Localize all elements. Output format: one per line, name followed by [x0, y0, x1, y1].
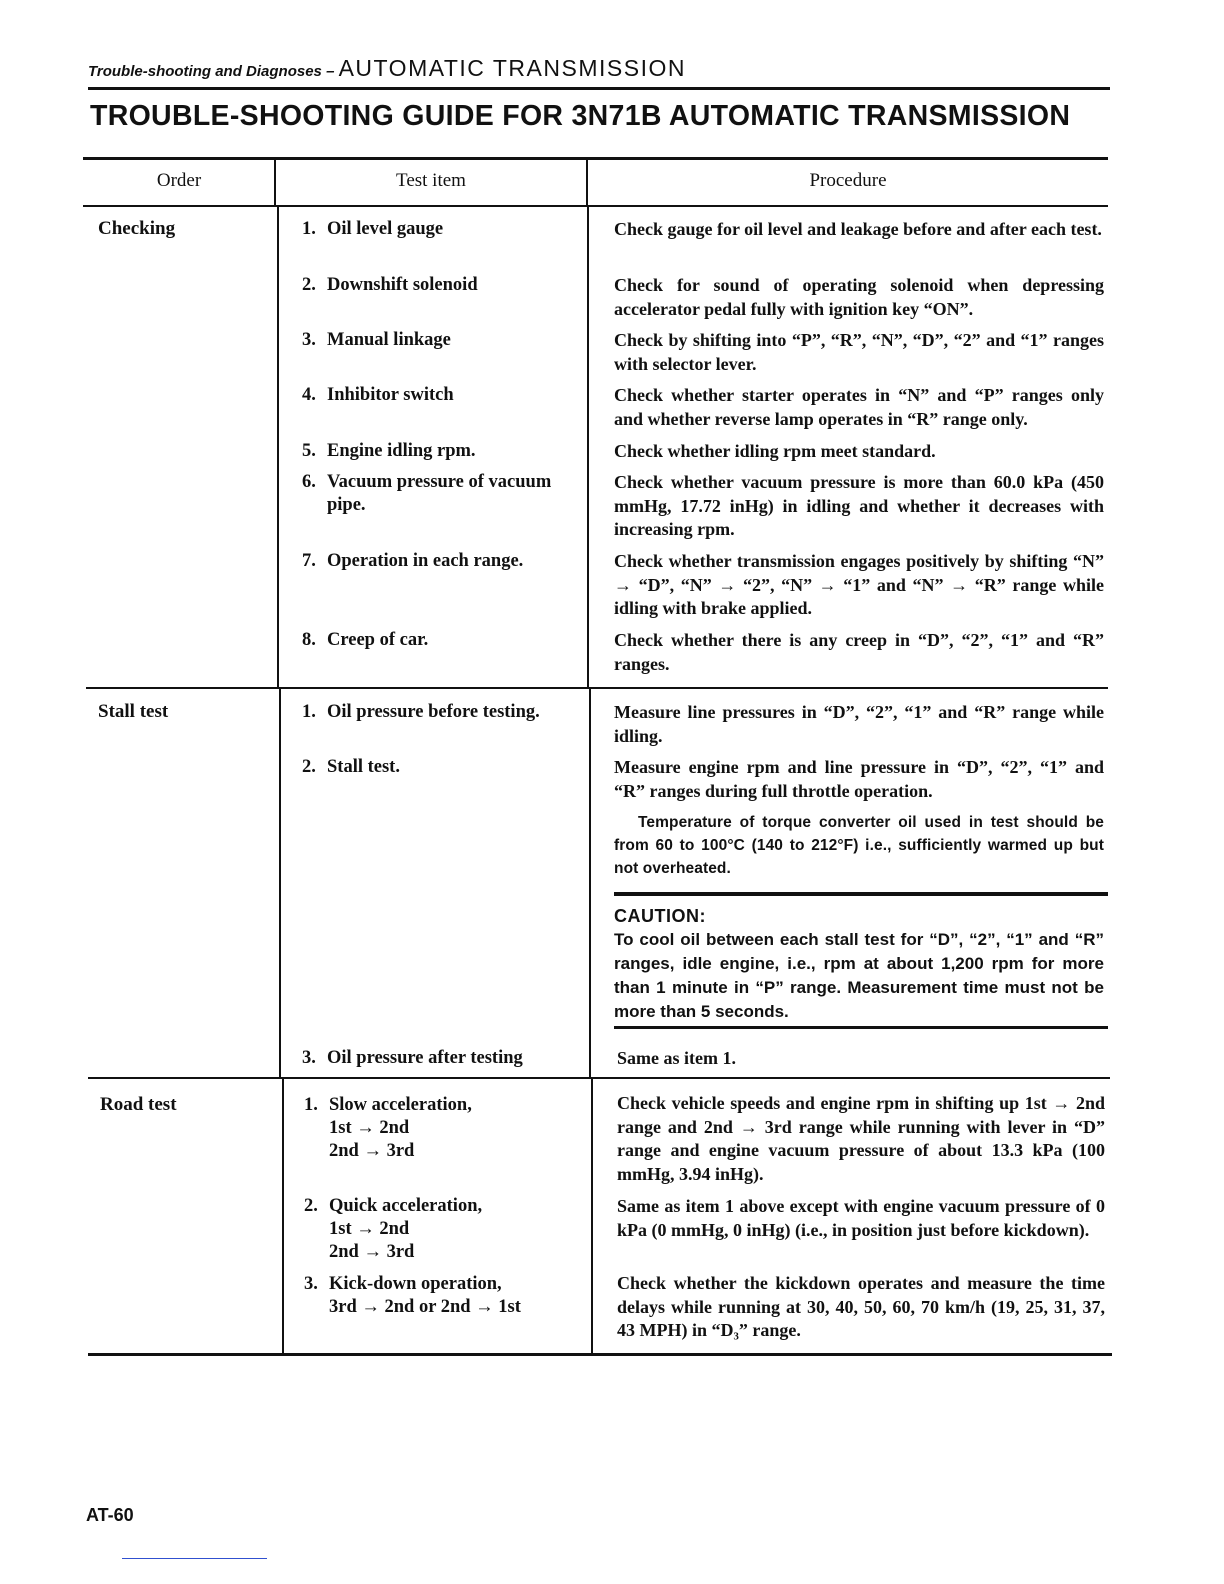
- running-header: [88, 55, 1110, 82]
- item-number: 3.: [302, 330, 316, 350]
- item-number: 2.: [304, 1196, 318, 1216]
- item-number: 1.: [304, 1095, 318, 1115]
- stall-item: [302, 701, 582, 724]
- checking-item: [302, 329, 572, 352]
- checking-procedure: Check whether vacuum pressure is more than 60.0 kPa (450 mmHg, 17.72 inHg) in idling and whether it decreases with increasing rpm.: [614, 472, 1104, 539]
- header-section: AUTOMATIC TRANSMISSION: [338, 55, 686, 81]
- header-procedure: Procedure: [809, 170, 887, 191]
- footer-rule: [122, 1558, 267, 1559]
- checking-item: [302, 629, 572, 652]
- checking-procedure: Check for sound of operating solenoid when depressing accelerator pedal fully with ignition key “ON”.: [614, 275, 1104, 319]
- header-test-item: Test item: [396, 170, 466, 191]
- checking-item: [302, 550, 572, 573]
- road-procedure: Check whether the kickdown operates and measure the time delays while running at 30, 40, 50, 60, 70 km/h (19, 25, 31, 37, 43 MPH) in “D₃” range.: [617, 1273, 1105, 1340]
- item-number: 7.: [302, 551, 316, 571]
- item-text: Quick acceleration,: [329, 1196, 483, 1216]
- item-text: Slow acceleration,: [329, 1095, 472, 1115]
- road-procedure: Check vehicle speeds and engine rpm in shifting up 1st → 2nd range and 2nd → 3rd range while running with lever in “D” range and engine vacuum pressure of about 13.3 kPa (100 mmHg, 3.94 inHg).: [617, 1093, 1105, 1184]
- stall-item: [302, 1047, 582, 1070]
- stall-procedure: Measure engine rpm and line pressure in “D”, “2”, “1” and “R” ranges during full throttle operation.: [614, 757, 1104, 801]
- stall-temperature-note: [614, 811, 1104, 880]
- item-text: Oil pressure before testing.: [327, 702, 540, 722]
- item-number: 4.: [302, 385, 316, 405]
- item-subtext: 1st → 2nd: [329, 1219, 410, 1239]
- section-checking-label: Checking: [98, 218, 176, 239]
- checking-item: [302, 384, 572, 407]
- item-text: Oil level gauge: [327, 219, 444, 239]
- checking-procedure: Check by shifting into “P”, “R”, “N”, “D”, “2” and “1” ranges with selector lever.: [614, 330, 1104, 374]
- caution-text: To cool oil between each stall test for “D”, “2”, “1” and “R” ranges, idle engine, i.e., rpm at about 1,200 rpm for more than 1 minute in “P” range. Measurement time must not be more than 5 seconds.: [614, 930, 1104, 1021]
- item-text: Downshift solenoid: [327, 275, 478, 295]
- item-number: 2.: [302, 275, 316, 295]
- page-number: AT-60: [86, 1505, 134, 1525]
- checking-procedure: Check gauge for oil level and leakage before and after each test.: [614, 219, 1102, 239]
- section-stall-label: Stall test: [98, 701, 169, 722]
- item-text: Manual linkage: [327, 330, 451, 350]
- checking-item: [302, 440, 572, 463]
- header-subtitle: Trouble-shooting and Diagnoses: [88, 63, 322, 80]
- stall-item: [302, 756, 582, 779]
- checking-procedure: Check whether starter operates in “N” and “P” ranges only and whether reverse lamp operates in “R” range only.: [614, 385, 1104, 429]
- item-subtext: 2nd → 3rd: [329, 1141, 415, 1161]
- item-subtext: 1st → 2nd: [329, 1118, 410, 1138]
- checking-item: [302, 471, 572, 517]
- item-text: Oil pressure after testing: [327, 1048, 523, 1068]
- checking-procedure: Check whether idling rpm meet standard.: [614, 441, 936, 461]
- road-item: [304, 1195, 584, 1264]
- header-rule: [88, 87, 1110, 90]
- item-text: Vacuum pressure of vacuum pipe.: [327, 472, 552, 515]
- item-text: Inhibitor switch: [327, 385, 454, 405]
- road-item: [304, 1273, 584, 1319]
- road-item: [304, 1094, 584, 1163]
- item-text: Engine idling rpm.: [327, 441, 476, 461]
- item-subtext: 3rd → 2nd or 2nd → 1st: [329, 1297, 521, 1317]
- header-order: Order: [156, 170, 202, 191]
- item-number: 5.: [302, 441, 316, 461]
- item-subtext: 2nd → 3rd: [329, 1242, 415, 1262]
- checking-procedure: Check whether there is any creep in “D”, “2”, “1” and “R” ranges.: [614, 630, 1104, 674]
- item-text: Operation in each range.: [327, 551, 524, 571]
- caution-title: CAUTION:: [614, 906, 706, 926]
- section-road-label: Road test: [100, 1094, 177, 1115]
- checking-item: [302, 218, 572, 241]
- checking-procedure: Check whether transmission engages positively by shifting “N” → “D”, “N” → “2”, “N” → “1” and “N” → “R” range while idling with brake applied.: [614, 551, 1104, 618]
- note-text: Temperature of torque converter oil used in test should be from 60 to 100°C (140 to 212°F) i.e., sufficiently warmed up but not overheated.: [614, 814, 1104, 877]
- caution-box: [614, 904, 1104, 1024]
- stall-procedure: Same as item 1.: [617, 1048, 736, 1068]
- item-text: Creep of car.: [327, 630, 429, 650]
- item-number: 1.: [302, 219, 316, 239]
- stall-procedure: Measure line pressures in “D”, “2”, “1” and “R” range while idling.: [614, 702, 1104, 746]
- item-text: Kick-down operation,: [329, 1274, 502, 1294]
- road-procedure: Same as item 1 above except with engine vacuum pressure of 0 kPa (0 mmHg, 0 inHg) (i.e., in position just before kickdown).: [617, 1196, 1105, 1240]
- item-number: 2.: [302, 757, 316, 777]
- item-text: Stall test.: [327, 757, 400, 777]
- item-number: 1.: [302, 702, 316, 722]
- header-dash: –: [321, 63, 339, 80]
- item-number: 8.: [302, 630, 316, 650]
- checking-item: [302, 274, 572, 297]
- item-number: 3.: [304, 1274, 318, 1294]
- page-title: TROUBLE-SHOOTING GUIDE FOR 3N71B AUTOMATIC TRANSMISSION: [90, 100, 1071, 132]
- item-number: 6.: [302, 472, 316, 492]
- item-number: 3.: [302, 1048, 316, 1068]
